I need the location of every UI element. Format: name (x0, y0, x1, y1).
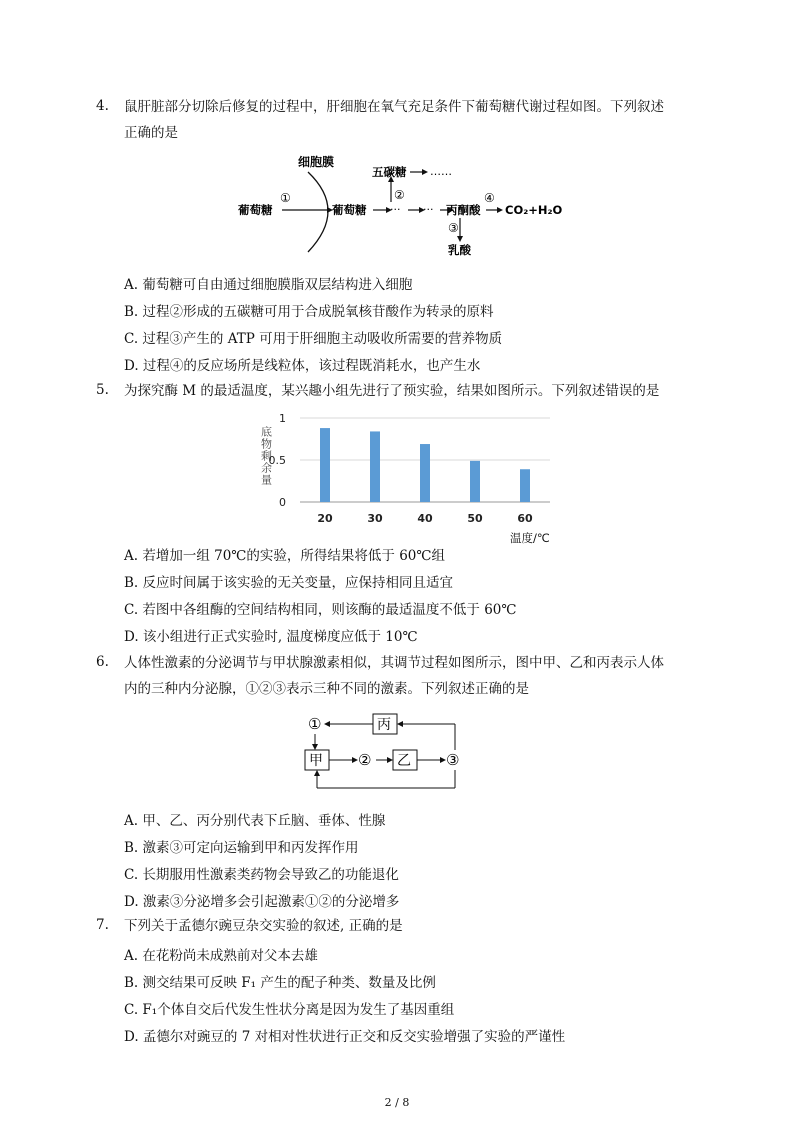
cell-membrane-curve (308, 172, 328, 252)
step1-label: ① (280, 191, 291, 205)
q5-number: 5. (96, 382, 109, 398)
bar-60 (520, 469, 530, 502)
q6-stem-line1: 人体性激素的分泌调节与甲状腺激素相似，其调节过程如图所示，图中甲、乙和丙表示人体 (124, 655, 664, 671)
q5-option-b: B. 反应时间属于该实验的无关变量，应保持相同且适宜 (124, 575, 454, 591)
q7-option-d: D. 孟德尔对豌豆的 7 对相对性状进行正交和反交实验增强了实验的严谨性 (124, 1029, 566, 1045)
q5-bar-chart (250, 404, 570, 546)
bar-40 (420, 444, 430, 502)
y-axis-label: 底物剩余量 (259, 426, 273, 486)
q5-option-c: C. 若图中各组酶的空间结构相同，则该酶的最适温度不低于 60℃ (124, 602, 517, 618)
hormone-2: ② (358, 751, 372, 769)
gland-jia: 甲 (309, 753, 323, 769)
q4-metabolism-diagram (230, 152, 570, 262)
q6-option-b: B. 激素③可定向运输到甲和丙发挥作用 (124, 840, 359, 856)
q7-number: 7. (96, 917, 109, 933)
q4-stem (124, 98, 684, 142)
q6-regulation-diagram (300, 708, 470, 798)
q6-option-c: C. 长期服用性激素类药物会导致乙的功能退化 (124, 867, 399, 883)
q4-stem-line2: 正确的是 (124, 125, 178, 141)
dots2: ··· (423, 203, 434, 216)
hormone-1: ① (308, 715, 322, 733)
q5-option-a: A. 若增加一组 70℃的实验，所得结果将低于 60℃组 (124, 548, 445, 564)
q7-stem: 下列关于孟德尔豌豆杂交实验的叙述, 正确的是 (124, 918, 403, 934)
q4-option-a: A. 葡萄糖可自由通过细胞膜脂双层结构进入细胞 (124, 277, 413, 293)
q7-option-a: A. 在花粉尚未成熟前对父本去雄 (124, 948, 318, 964)
bar-30 (370, 431, 380, 502)
y-tick-label: 1 (279, 412, 286, 425)
x-tick-label: 20 (317, 512, 333, 525)
co2-h2o-label: CO₂+H₂O (505, 203, 563, 217)
step4-label: ④ (484, 191, 495, 205)
pentose-dots: …… (430, 165, 452, 178)
x-tick-label: 60 (517, 512, 533, 525)
step2-label: ② (394, 188, 405, 202)
q4-option-d: D. 过程④的反应场所是线粒体，该过程既消耗水，也产生水 (124, 358, 481, 374)
y-tick-label: 0.5 (268, 454, 286, 467)
x-tick-label: 40 (417, 512, 433, 525)
q6-option-a: A. 甲、乙、丙分别代表下丘脑、垂体、性腺 (124, 813, 386, 829)
q4-number: 4. (96, 98, 109, 114)
gland-yi: 乙 (397, 753, 411, 769)
x-tick-label: 30 (367, 512, 383, 525)
bar-50 (470, 461, 480, 502)
x-axis-label: 温度/℃ (510, 531, 550, 545)
pentose-label: 五碳糖 (372, 165, 407, 179)
gland-bing: 丙 (377, 717, 391, 733)
y-tick-label: 0 (279, 496, 286, 509)
q5-stem: 为探究酶 M 的最适温度，某兴趣小组先进行了预实验，结果如图所示。下列叙述错误的是 (124, 383, 660, 399)
q6-number: 6. (96, 654, 109, 670)
step3-label: ③ (448, 221, 459, 235)
q6-option-d: D. 激素③分泌增多会引起激素①②的分泌增多 (124, 894, 400, 910)
q5-option-d: D. 该小组进行正式实验时, 温度梯度应低于 10℃ (124, 629, 418, 645)
q4-option-b: B. 过程②形成的五碳糖可用于合成脱氧核苷酸作为转录的原料 (124, 304, 494, 320)
dots1: ··· (390, 203, 401, 216)
glucose-inside: 葡萄糖 (332, 203, 367, 217)
q7-option-b: B. 测交结果可反映 F₁ 产生的配子种类、数量及比例 (124, 975, 436, 991)
q7-option-c: C. F₁个体自交后代发生性状分离是因为发生了基因重组 (124, 1002, 455, 1018)
hormone-3: ③ (446, 751, 460, 769)
lactate-label: 乳酸 (448, 243, 471, 257)
glucose-outside: 葡萄糖 (238, 203, 273, 217)
q4-stem-line1: 鼠肝脏部分切除后修复的过程中，肝细胞在氧气充足条件下葡萄糖代谢过程如图。下列叙述 (124, 99, 664, 115)
membrane-label: 细胞膜 (298, 155, 335, 169)
page-footer: 2 / 8 (384, 1096, 410, 1109)
q6-stem-line2: 内的三种内分泌腺，①②③表示三种不同的激素。下列叙述正确的是 (124, 681, 529, 697)
bar-20 (320, 428, 330, 502)
q6-stem (124, 654, 684, 698)
x-tick-label: 50 (467, 512, 483, 525)
q4-option-c: C. 过程③产生的 ATP 可用于肝细胞主动吸收所需要的营养物质 (124, 331, 503, 347)
pyruvate-label: 丙酮酸 (446, 203, 481, 217)
